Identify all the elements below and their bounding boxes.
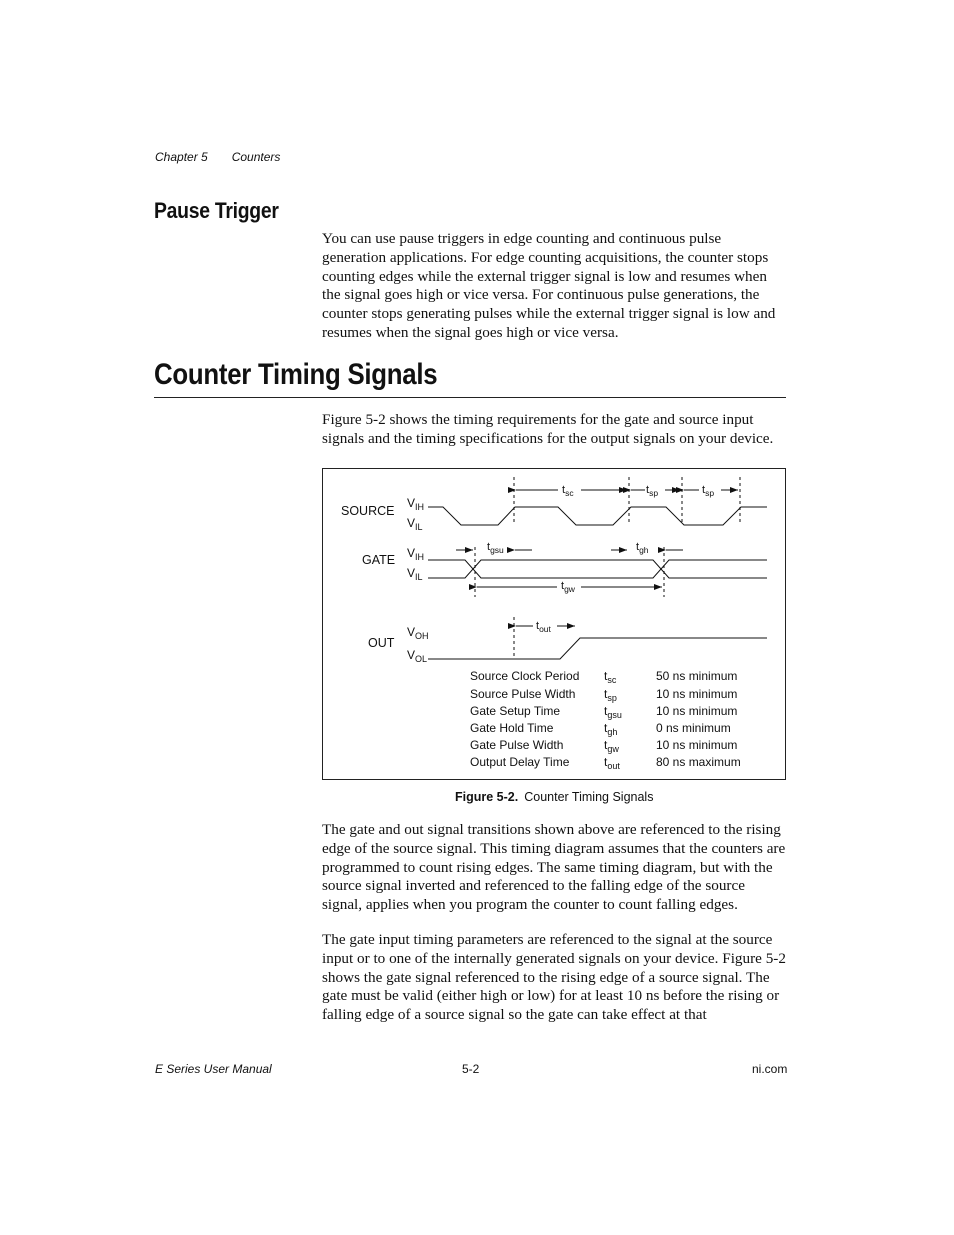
tout-label: $t_{out}$ bbox=[536, 620, 551, 634]
source-vih-label: $V_{IH}$ bbox=[407, 496, 425, 512]
figure-caption-text: Counter Timing Signals bbox=[524, 790, 654, 804]
param-value: 80 ns maximum bbox=[656, 755, 741, 769]
timing-diagram-figure bbox=[322, 468, 786, 780]
figure-caption-label: Figure 5-2. bbox=[455, 790, 519, 804]
out-signal-label: OUT bbox=[368, 636, 395, 650]
pause-trigger-heading: Pause Trigger bbox=[154, 198, 279, 223]
footer-manual-title: E Series User Manual bbox=[155, 1062, 272, 1076]
figure-caption bbox=[455, 790, 653, 804]
gate-signal-label: GATE bbox=[362, 553, 396, 567]
param-name: Source Pulse Width bbox=[470, 687, 576, 701]
param-symbol: $t_{sc}$ bbox=[604, 669, 617, 685]
footer-website-link[interactable]: ni.com bbox=[752, 1062, 788, 1076]
reference-lines bbox=[475, 477, 740, 659]
pause-trigger-body: You can use pause triggers in edge counting and continuous pulse generation applications. For edge counting acquisitions, the counter stops counting edges while the external trigger signal is low and resumes when the signal goes high or vice versa. For continuous pulse generations, the counter stops generating pulses while the external trigger signal is low and resumes when the signal goes high or vice versa. bbox=[322, 230, 776, 341]
timing-diagram bbox=[323, 469, 785, 779]
gate-vil-label: $V_{IL}$ bbox=[407, 566, 423, 582]
param-value: 50 ns minimum bbox=[656, 669, 738, 683]
out-voh-label: $V_{OH}$ bbox=[407, 625, 429, 641]
tgw-label: $t_{gw}$ bbox=[561, 580, 575, 594]
heading-rule bbox=[154, 397, 786, 398]
param-symbol: $t_{out}$ bbox=[604, 755, 620, 771]
tsp-label-1: $t_{sp}$ bbox=[646, 484, 659, 498]
source-signal-label: SOURCE bbox=[341, 504, 395, 518]
section-label: Counters bbox=[231, 150, 281, 164]
tsp-label-2: $t_{sp}$ bbox=[702, 484, 715, 498]
tgh-label: $t_{gh}$ bbox=[636, 541, 649, 555]
timing-parameter-table bbox=[470, 669, 741, 771]
body-paragraph-1: The gate and out signal transitions shown above are referenced to the rising edge of the source signal. This timing diagram assumes that the counters are programmed to count rising edges. The same timing diagram, but with the source signal inverted and referenced to the falling edge of the source signal, applies when you program the counter to count falling edges. bbox=[322, 821, 786, 914]
gate-waveform bbox=[428, 560, 767, 578]
footer-page-number: 5-2 bbox=[462, 1062, 480, 1076]
param-symbol: $t_{gsu}$ bbox=[604, 704, 622, 720]
param-value: 10 ns minimum bbox=[656, 687, 738, 701]
body-paragraph-2: The gate input timing parameters are referenced to the signal at the source input or to one of the internally generated signals on your device. Figure 5-2 shows the gate signal referenced to the rising edge of a source signal. The gate must be valid (either high or low) for at least 10 ns before the rising or falling edge of a source signal so the gate can take effect at that bbox=[322, 931, 786, 1024]
out-vol-label: $V_{OL}$ bbox=[407, 648, 428, 664]
param-name: Gate Setup Time bbox=[470, 704, 561, 718]
tgsu-label: $t_{gsu}$ bbox=[487, 541, 504, 555]
gate-vih-label: $V_{IH}$ bbox=[407, 546, 425, 562]
counter-timing-intro: Figure 5-2 shows the timing requirements for the gate and source input signals and the timing specifications for the output signals on your device. bbox=[322, 411, 774, 447]
param-name: Output Delay Time bbox=[470, 755, 570, 769]
source-waveform bbox=[428, 507, 767, 525]
param-symbol: $t_{sp}$ bbox=[604, 687, 617, 703]
param-symbol: $t_{gw}$ bbox=[604, 738, 619, 754]
timing-arrows bbox=[456, 490, 738, 626]
chapter-label: Chapter 5 bbox=[155, 150, 208, 164]
running-header bbox=[155, 150, 280, 164]
param-name: Gate Pulse Width bbox=[470, 738, 564, 752]
param-value: 10 ns minimum bbox=[656, 738, 738, 752]
source-vil-label: $V_{IL}$ bbox=[407, 516, 423, 532]
param-value: 10 ns minimum bbox=[656, 704, 738, 718]
counter-timing-heading: Counter Timing Signals bbox=[154, 358, 438, 391]
param-symbol: $t_{gh}$ bbox=[604, 721, 618, 737]
param-value: 0 ns minimum bbox=[656, 721, 731, 735]
tsc-label: $t_{sc}$ bbox=[562, 484, 574, 498]
param-name: Gate Hold Time bbox=[470, 721, 554, 735]
param-name: Source Clock Period bbox=[470, 669, 580, 683]
out-waveform bbox=[428, 638, 767, 659]
